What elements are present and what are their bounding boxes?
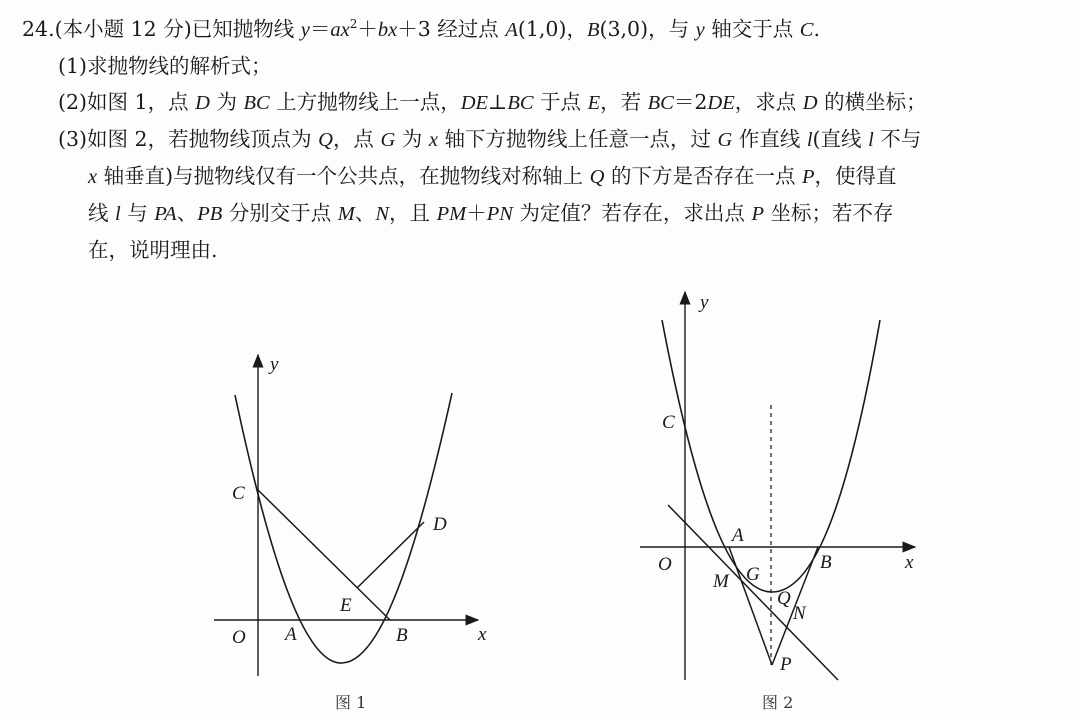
math-coord: (3,0)	[599, 16, 649, 41]
stem-text: 轴垂直)与抛物线仅有一个公共点，在抛物线对称轴上	[97, 163, 590, 188]
math-point: Q	[589, 165, 605, 188]
math-segment: BC	[243, 91, 270, 114]
stem-text: 轴下方抛物线上任意一点，过	[437, 126, 718, 151]
stem-text: (2)如图 1，点	[58, 89, 196, 114]
label-C: C	[662, 412, 675, 433]
math-point: Q	[318, 128, 333, 151]
figure-2-labels	[658, 292, 914, 675]
stem-text: 线	[88, 200, 116, 225]
math-term: ax	[330, 18, 350, 41]
math-segment: PM	[436, 202, 467, 225]
math-point: B	[586, 18, 600, 41]
label-O: O	[232, 627, 246, 648]
stem-text: 、	[354, 200, 376, 225]
math-point: P	[802, 165, 815, 188]
stem-text: 上方抛物线上一点，	[269, 89, 461, 114]
math-point: D	[802, 91, 818, 114]
math-exponent: 2	[349, 17, 358, 31]
problem-score: (本小题 12 分)	[54, 16, 192, 41]
part-1-text: (1)求抛物线的解析式；	[58, 53, 272, 78]
math-term: bx	[377, 18, 398, 41]
math-segment: PN	[486, 202, 513, 225]
stem-text: 的下方是否存在一点	[604, 163, 802, 188]
label-O: O	[658, 554, 672, 575]
figure-2-segments	[668, 505, 838, 680]
math-point: E	[587, 91, 601, 114]
math-point: C	[799, 18, 814, 41]
math-point: D	[195, 91, 210, 114]
math-op: ＝	[309, 16, 331, 41]
stem-text: 坐标；若不存	[763, 200, 894, 225]
math-var: x	[88, 165, 98, 188]
stem-text: ，	[566, 16, 587, 41]
label-y: y	[700, 292, 709, 313]
math-op: ⊥	[488, 89, 508, 114]
label-N: N	[793, 603, 806, 624]
label-B: B	[820, 552, 832, 573]
stem-text: 于点	[533, 89, 588, 114]
math-point: P	[751, 202, 764, 225]
label-Q: Q	[777, 588, 791, 609]
label-y: y	[270, 354, 279, 375]
math-line: l	[868, 128, 874, 151]
stem-text: 的横坐标；	[817, 89, 927, 114]
stem-text: 轴交于点	[704, 16, 800, 41]
stem-text: ，且	[389, 200, 437, 225]
math-point: A	[505, 18, 518, 41]
math-segment: PA	[154, 202, 177, 225]
stem-text: 为	[395, 126, 429, 151]
math-line: l	[115, 202, 121, 225]
stem-text: 作直线	[732, 126, 807, 151]
stem-text: 在，说明理由.	[88, 237, 218, 262]
math-var: x	[428, 128, 438, 151]
line-l	[668, 505, 838, 680]
stem-text: (3)如图 2，若抛物线顶点为	[58, 126, 319, 151]
math-op: ＋	[466, 200, 487, 225]
figure-1-caption: 图 1	[335, 693, 367, 712]
stem-text: ，求点	[734, 89, 803, 114]
stem-text: 分别交于点	[222, 200, 338, 225]
math-op: ＋	[357, 16, 378, 41]
figure-2-caption: 图 2	[762, 693, 794, 712]
label-x: x	[905, 552, 914, 573]
math-op: ＝2	[673, 89, 708, 114]
math-op: ＋3	[397, 16, 431, 41]
label-P: P	[780, 654, 792, 675]
math-segment: PB	[197, 202, 223, 225]
stem-text: .	[813, 16, 821, 41]
math-point: N	[375, 202, 390, 225]
stem-text: ，使得直	[814, 163, 897, 188]
math-segment: BC	[647, 91, 674, 114]
math-segment: BC	[507, 91, 534, 114]
label-D: D	[433, 514, 447, 535]
label-C: C	[232, 483, 245, 504]
math-point: G	[717, 128, 733, 151]
stem-text: (直线	[812, 126, 869, 151]
stem-text: 与	[120, 200, 155, 225]
label-E: E	[340, 595, 352, 616]
stem-text: 已知抛物线	[191, 16, 301, 41]
label-G: G	[746, 564, 760, 585]
stem-text: 为定值？若存在，求出点	[512, 200, 752, 225]
label-x: x	[478, 624, 487, 645]
stem-text: ，若	[600, 89, 648, 114]
label-A: A	[285, 624, 297, 645]
math-point: M	[337, 202, 355, 225]
stem-text: ，点	[332, 126, 381, 151]
problem-number: 24.	[22, 16, 55, 41]
stem-text: 为	[209, 89, 244, 114]
math-var: y	[695, 18, 705, 41]
math-segment: DE	[707, 91, 735, 114]
math-point: G	[380, 128, 396, 151]
math-var: y	[300, 18, 310, 41]
stem-text: 、	[176, 200, 198, 225]
math-line: l	[806, 128, 813, 151]
label-A: A	[732, 525, 744, 546]
stem-text: 不与	[873, 126, 922, 151]
stem-text: ，与	[648, 16, 696, 41]
math-coord: (1,0)	[517, 16, 567, 41]
label-M: M	[713, 571, 729, 592]
stem-text: 经过点	[430, 16, 506, 41]
label-B: B	[396, 625, 408, 646]
math-segment: DE	[460, 91, 489, 114]
